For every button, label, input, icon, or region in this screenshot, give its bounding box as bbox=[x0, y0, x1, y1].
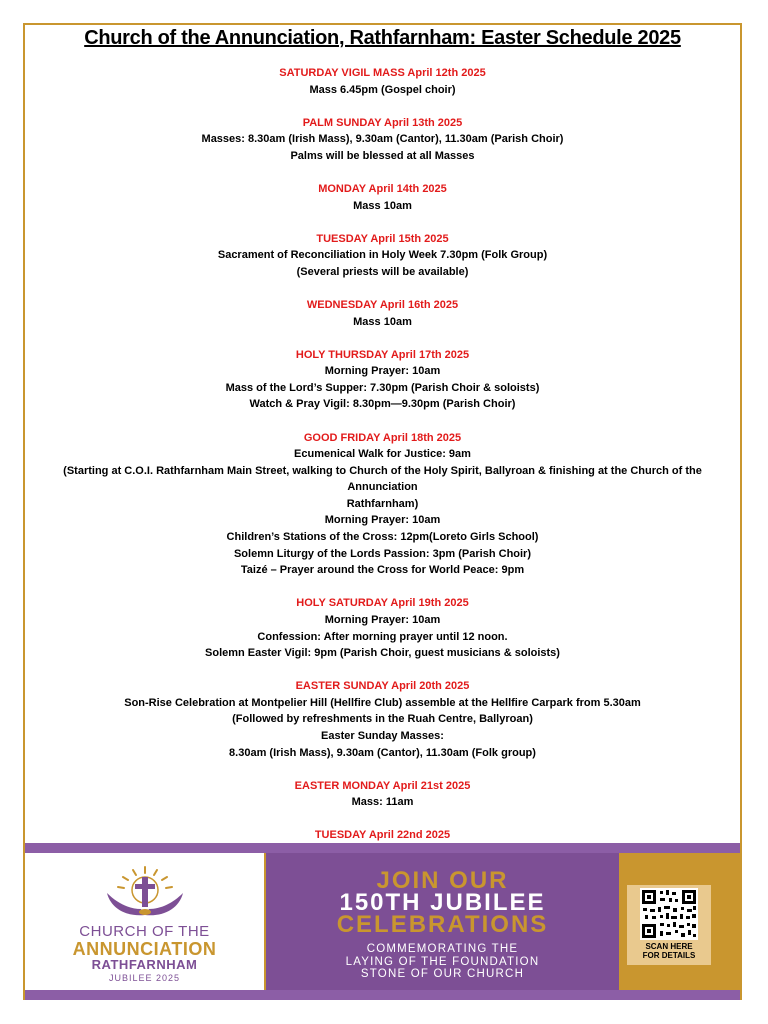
section-heading: HOLY THURSDAY April 17th 2025 bbox=[295, 348, 470, 361]
section-heading: HOLY SATURDAY April 19th 2025 bbox=[296, 597, 469, 610]
schedule-frame bbox=[23, 23, 742, 1000]
section-line: Masses: 8.30am (Irish Mass), 9.30am (Cantor), 11.30am (Parish Choir) bbox=[201, 133, 564, 146]
qr-caption bbox=[627, 942, 711, 960]
section-line: (Several priests will be available) bbox=[296, 265, 469, 278]
section-heading: TUESDAY April 15th 2025 bbox=[316, 232, 449, 245]
section-line: Rathfarnham) bbox=[346, 497, 419, 510]
logo-text-annunciation: ANNUNCIATION bbox=[72, 939, 217, 959]
promo-sub-line: COMMEMORATING THE bbox=[366, 943, 519, 955]
section-heading: EASTER MONDAY April 21st 2025 bbox=[294, 779, 471, 792]
section-line: Watch & Pray Vigil: 8.30pm—9.30pm (Parish Choir) bbox=[249, 398, 516, 411]
section-line: Palms will be blessed at all Masses bbox=[290, 149, 475, 162]
section-heading: PALM SUNDAY April 13th 2025 bbox=[302, 116, 463, 129]
section-line: Easter Sunday Masses: bbox=[321, 730, 444, 742]
section-line: Mass of the Lord’s Supper: 7.30pm (Parish Choir & soloists) bbox=[225, 381, 540, 394]
qr-panel bbox=[619, 853, 740, 990]
section-holy-thursday bbox=[33, 347, 732, 413]
section-holy-saturday bbox=[33, 595, 732, 661]
section-heading: TUESDAY April 22nd 2025 bbox=[314, 829, 451, 842]
section-monday bbox=[33, 181, 732, 214]
section-line: Mass: 11am bbox=[351, 796, 414, 809]
section-line: Ecumenical Walk for Justice: 9am bbox=[294, 448, 471, 461]
banner-stripe-top bbox=[25, 843, 740, 853]
section-easter-monday bbox=[33, 778, 732, 811]
cross-hands-icon bbox=[101, 865, 189, 923]
section-heading: SATURDAY VIGIL MASS April 12th 2025 bbox=[279, 67, 486, 79]
qr-card[interactable] bbox=[627, 885, 711, 965]
qr-code-icon[interactable] bbox=[640, 888, 698, 940]
promo-jubilee: 150TH JUBILEE bbox=[339, 889, 546, 916]
section-heading: EASTER SUNDAY April 20th 2025 bbox=[295, 680, 470, 693]
banner-stripe-bottom bbox=[25, 990, 740, 1000]
promo-sub-line: LAYING OF THE FOUNDATION bbox=[345, 955, 540, 968]
section-line: Morning Prayer: 10am bbox=[324, 365, 441, 378]
page-title: Church of the Annunciation, Rathfarnham: Easter Schedule 2025 bbox=[84, 27, 681, 49]
logo-text-rathfarnham: RATHFARNHAM bbox=[91, 957, 198, 972]
section-line: (Followed by refreshments in the Ruah Centre, Ballyroan) bbox=[232, 713, 533, 726]
section-saturday-vigil bbox=[33, 65, 732, 98]
section-line: Son-Rise Celebration at Montpelier Hill (Hellfire Club) assemble at the Hellfire Carpark from 5.30am bbox=[124, 696, 641, 709]
promo-celebrations: CELEBRATIONS bbox=[336, 911, 549, 938]
logo-text-church: CHURCH OF THE bbox=[79, 923, 210, 940]
section-tuesday bbox=[33, 231, 732, 281]
section-easter-sunday bbox=[33, 678, 732, 761]
section-line: Sacrament of Reconciliation in Holy Week 7.30pm (Folk Group) bbox=[217, 249, 548, 262]
section-line: Morning Prayer: 10am bbox=[324, 613, 441, 626]
section-line: 8.30am (Irish Mass), 9.30am (Cantor), 11.30am (Folk group) bbox=[229, 746, 536, 759]
qr-caption-line: SCAN HERE bbox=[645, 942, 693, 951]
section-line: Solemn Liturgy of the Lords Passion: 3pm (Parish Choir) bbox=[233, 547, 532, 560]
jubilee-promo bbox=[266, 853, 619, 990]
promo-join: JOIN OUR bbox=[376, 867, 509, 894]
section-heading: WEDNESDAY April 16th 2025 bbox=[306, 298, 459, 311]
section-line: Mass 10am bbox=[353, 199, 412, 212]
section-line: Children’s Stations of the Cross: 12pm(Loreto Girls School) bbox=[226, 531, 539, 544]
section-line: Solemn Easter Vigil: 9pm (Parish Choir, guest musicians & soloists) bbox=[205, 647, 560, 660]
section-line: Taizé – Prayer around the Cross for World Peace: 9pm bbox=[240, 564, 525, 577]
section-wednesday bbox=[33, 297, 732, 330]
section-line: Mass 6.45pm (Gospel choir) bbox=[309, 83, 456, 96]
section-heading: GOOD FRIDAY April 18th 2025 bbox=[303, 431, 462, 444]
section-line: Mass 10am bbox=[353, 315, 412, 328]
promo-sub-line: STONE OF OUR CHURCH bbox=[360, 968, 525, 980]
section-line: Confession: After morning prayer until 12 noon. bbox=[257, 630, 508, 643]
section-line: Morning Prayer: 10am bbox=[324, 514, 441, 527]
qr-caption-line: FOR DETAILS bbox=[642, 951, 696, 960]
section-palm-sunday bbox=[33, 115, 732, 165]
section-heading: MONDAY April 14th 2025 bbox=[318, 182, 447, 195]
logo-text-jubilee: JUBILEE 2025 bbox=[108, 973, 181, 983]
section-good-friday bbox=[33, 430, 732, 579]
church-logo bbox=[25, 853, 264, 990]
schedule-list bbox=[33, 65, 732, 877]
promo-subtitle bbox=[266, 943, 619, 981]
jubilee-banner bbox=[25, 843, 740, 1000]
section-line: (Starting at C.O.I. Rathfarnham Main Street, walking to Church of the Holy Spirit, Ballyroan & finishing at the Church of the Annunciation bbox=[63, 464, 702, 494]
